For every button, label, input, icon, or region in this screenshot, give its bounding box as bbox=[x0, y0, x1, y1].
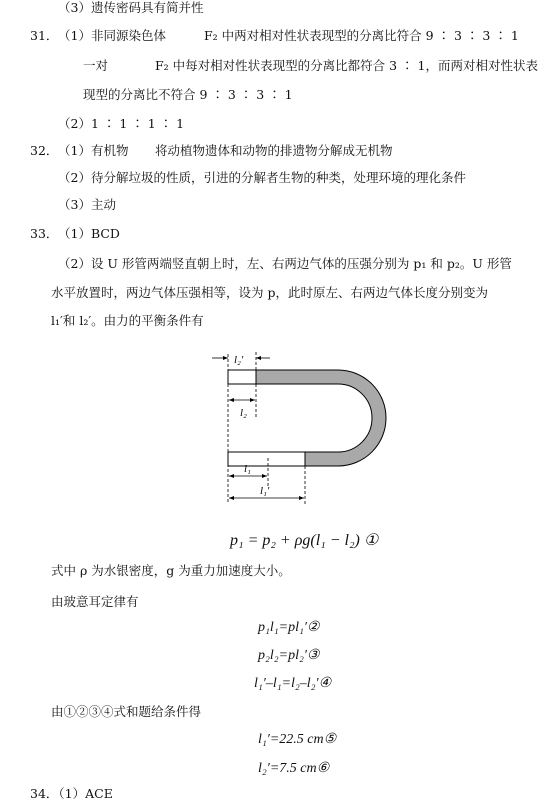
q32-part1-text: 将动植物遗体和动物的排遗物分解成无机物 bbox=[155, 143, 393, 158]
q31-part1-label: （1）非同源染色体 bbox=[58, 28, 166, 43]
l2-prime-arrowhead-left bbox=[223, 356, 228, 360]
equation-5: l₁′=22.5 cm⑤ bbox=[258, 732, 337, 747]
equation-2: p₁l₁=pl₁′② bbox=[258, 620, 320, 635]
q31-part1-text3: 现型的分离比不符合 9 ∶ 3 ∶ 3 ∶ 1 bbox=[83, 87, 293, 102]
q31-part1-text: F₂ 中两对相对性状表现型的分离比符合 9 ∶ 3 ∶ 3 ∶ 1 bbox=[204, 28, 519, 43]
q31-number: 31． bbox=[30, 28, 59, 43]
q32-part1-label: （1）有机物 bbox=[58, 143, 129, 158]
combine-intro: 由①②③④式和题给条件得 bbox=[51, 704, 202, 719]
l1-label: l₁ bbox=[244, 463, 251, 475]
q34-part1: 34．（1）ACE bbox=[30, 786, 113, 801]
q32-number: 32． bbox=[30, 143, 59, 158]
q33-part1: （1）BCD bbox=[58, 226, 120, 241]
q32-part2: （2）待分解垃圾的性质，引进的分解者生物的种类，处理环境的理化条件 bbox=[58, 170, 466, 185]
q31-part2: （2）1 ∶ 1 ∶ 1 ∶ 1 bbox=[58, 116, 185, 131]
q31-part1-text2: F₂ 中每对相对性状表现型的分离比都符合 3 ∶ 1，而两对相对性状表 bbox=[155, 58, 538, 73]
l1-prime-arrowhead-left bbox=[229, 496, 234, 500]
q30-part3: （3）遗传密码具有简并性 bbox=[58, 0, 204, 15]
l2-arrowhead-left bbox=[229, 398, 234, 402]
l2-prime-arrowhead-right bbox=[256, 356, 261, 360]
q32-part3: （3）主动 bbox=[58, 197, 116, 212]
density-note: 式中 ρ 为水银密度，g 为重力加速度大小。 bbox=[51, 563, 291, 578]
q33-part2-line1: （2）设 U 形管两端竖直朝上时，左、右两边气体的压强分别为 p₁ 和 p₂。U 形管 bbox=[58, 256, 512, 271]
l2-label: l₂ bbox=[240, 407, 247, 419]
l1-prime-label: l₁′ bbox=[260, 485, 270, 497]
q31-part1-label2: 一对 bbox=[83, 58, 109, 73]
q33-part2-line2: 水平放置时，两边气体压强相等，设为 p，此时原左、右两边气体长度分别变为 bbox=[51, 285, 488, 300]
equation-4: l₁′–l₁=l₂–l₂′④ bbox=[254, 676, 332, 691]
q33-part2-line3: l₁′和 l₂′。由力的平衡条件有 bbox=[51, 313, 204, 328]
l2-prime-label: l₂′ bbox=[234, 354, 244, 366]
equation-6: l₂′=7.5 cm⑥ bbox=[258, 761, 330, 776]
equation-3: p₂l₂=pl₂′③ bbox=[258, 648, 320, 663]
l1-arrowhead-right bbox=[262, 474, 267, 478]
equation-1: p₁ = p₂ + ρg(l₁ − l₂) ① bbox=[230, 532, 379, 549]
l1-prime-arrowhead-right bbox=[299, 496, 304, 500]
q33-number: 33． bbox=[30, 226, 59, 241]
l1-arrowhead-left bbox=[229, 474, 234, 478]
boyle-law-intro: 由玻意耳定律有 bbox=[51, 594, 139, 609]
l2-arrowhead-right bbox=[250, 398, 255, 402]
u-tube-diagram bbox=[202, 348, 392, 508]
